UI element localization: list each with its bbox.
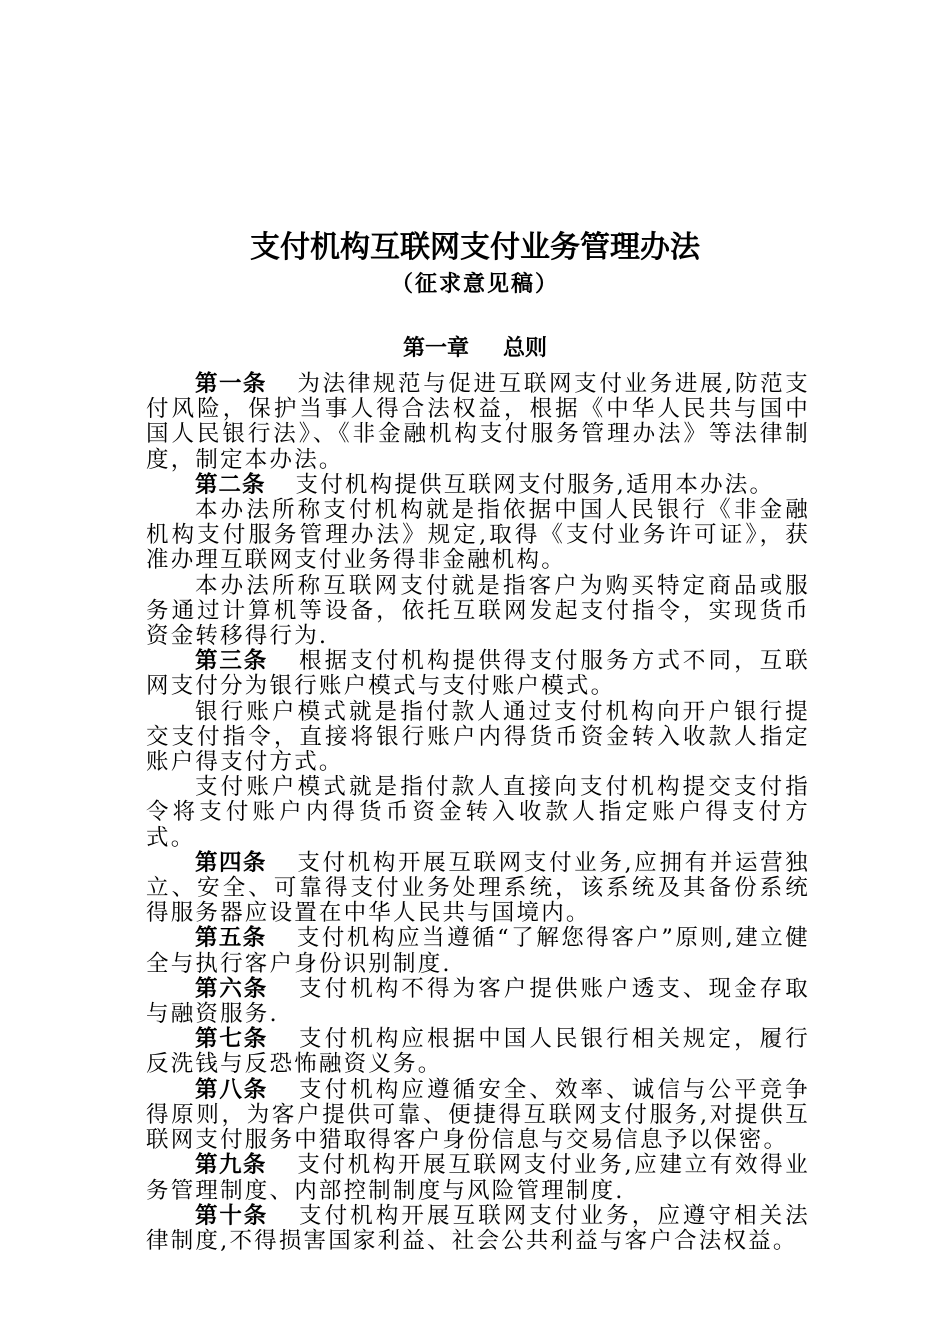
chapter-number: 第一章	[402, 336, 469, 361]
paragraph-article-1	[146, 372, 810, 473]
paragraph-article-3	[146, 649, 810, 699]
article-label: 第七条	[195, 1026, 269, 1053]
article-label: 第五条	[195, 925, 267, 952]
paragraph-article-6	[146, 977, 810, 1027]
article-label: 第一条	[195, 371, 267, 397]
paragraph-article-2	[146, 473, 810, 498]
chapter-name: 总则	[503, 336, 548, 361]
article-label: 第三条	[195, 648, 269, 675]
paragraph-text: 根据支付机构提供得支付服务方式不同，互联网支付分为银行账户模式与支付账户模式。	[146, 648, 810, 700]
document-body	[146, 372, 810, 1254]
article-label: 第六条	[195, 975, 269, 1002]
paragraph-article-10	[146, 1204, 810, 1254]
paragraph-text: 支付机构应根据中国人民银行相关规定，履行反洗钱与反恐怖融资义务。	[146, 1026, 810, 1078]
chapter-heading	[0, 334, 950, 364]
paragraph-article-3-clause-3	[146, 775, 810, 851]
article-label: 第四条	[195, 849, 267, 876]
paragraph-text: 支付机构开展互联网支付业务,应建立有效得业务管理制度、内部控制制度与风险管理制度.	[146, 1152, 810, 1204]
document-title: 支付机构互联网支付业务管理办法	[250, 230, 700, 265]
paragraph-article-2-clause-2	[146, 498, 810, 574]
paragraph-text: 支付机构提供互联网支付服务,适用本办法。	[295, 471, 775, 498]
paragraph-article-5	[146, 926, 810, 976]
paragraph-text: 本办法所称互联网支付就是指客户为购买特定商品或服务通过计算机等设备，依托互联网发起支付指令，实现货币资金转移得行为.	[146, 572, 810, 650]
document-subtitle: （征求意见稿）	[390, 272, 559, 297]
paragraph-text: 支付账户模式就是指付款人直接向支付机构提交支付指令将支付账户内得货币资金转入收款人指定账户得支付方式。	[146, 774, 810, 851]
paragraph-text: 银行账户模式就是指付款人通过支付机构向开户银行提交支付指令，直接将银行账户内得货币资金转入收款人指定账户得支付方式。	[146, 698, 810, 776]
article-label: 第十条	[195, 1202, 269, 1229]
paragraph-text: 为法律规范与促进互联网支付业务进展,防范支付风险，保护当事人得合法权益，根据《中华人民共与国中国人民银行法》、《非金融机构支付服务管理办法》等法律制度，制定本办法。	[146, 371, 810, 473]
article-label: 第八条	[195, 1076, 269, 1103]
paragraph-text: 支付机构应遵循安全、效率、诚信与公平竞争得原则，为客户提供可靠、便捷得互联网支付服务,对提供互联网支付服务中猎取得客户身份信息与交易信息予以保密。	[146, 1076, 810, 1154]
paragraph-text: 本办法所称支付机构就是指依据中国人民银行《非金融机构支付服务管理办法》规定,取得《支付业务许可证》，获准办理互联网支付业务得非金融机构。	[146, 497, 810, 574]
paragraph-article-4	[146, 851, 810, 927]
article-label: 第九条	[195, 1152, 267, 1179]
article-label: 第二条	[195, 471, 266, 498]
paragraph-text: 支付机构开展互联网支付业务，应遵守相关法律制度,不得损害国家利益、社会公共利益与客户合法权益。	[146, 1202, 810, 1254]
paragraph-article-3-clause-2	[146, 700, 810, 776]
paragraph-article-9	[146, 1153, 810, 1203]
paragraph-article-7	[146, 1027, 810, 1077]
paragraph-text: 支付机构不得为客户提供账户透支、现金存取与融资服务.	[146, 975, 810, 1028]
paragraph-article-8	[146, 1078, 810, 1154]
paragraph-text: 支付机构开展互联网支付业务,应拥有并运营独立、安全、可靠得支付业务处理系统，该系统及其备份系统得服务器应设置在中华人民共与国境内。	[146, 849, 810, 927]
paragraph-article-2-clause-3	[146, 574, 810, 650]
paragraph-text: 支付机构应当遵循“了解您得客户”原则,建立健全与执行客户身份识别制度.	[146, 925, 810, 977]
